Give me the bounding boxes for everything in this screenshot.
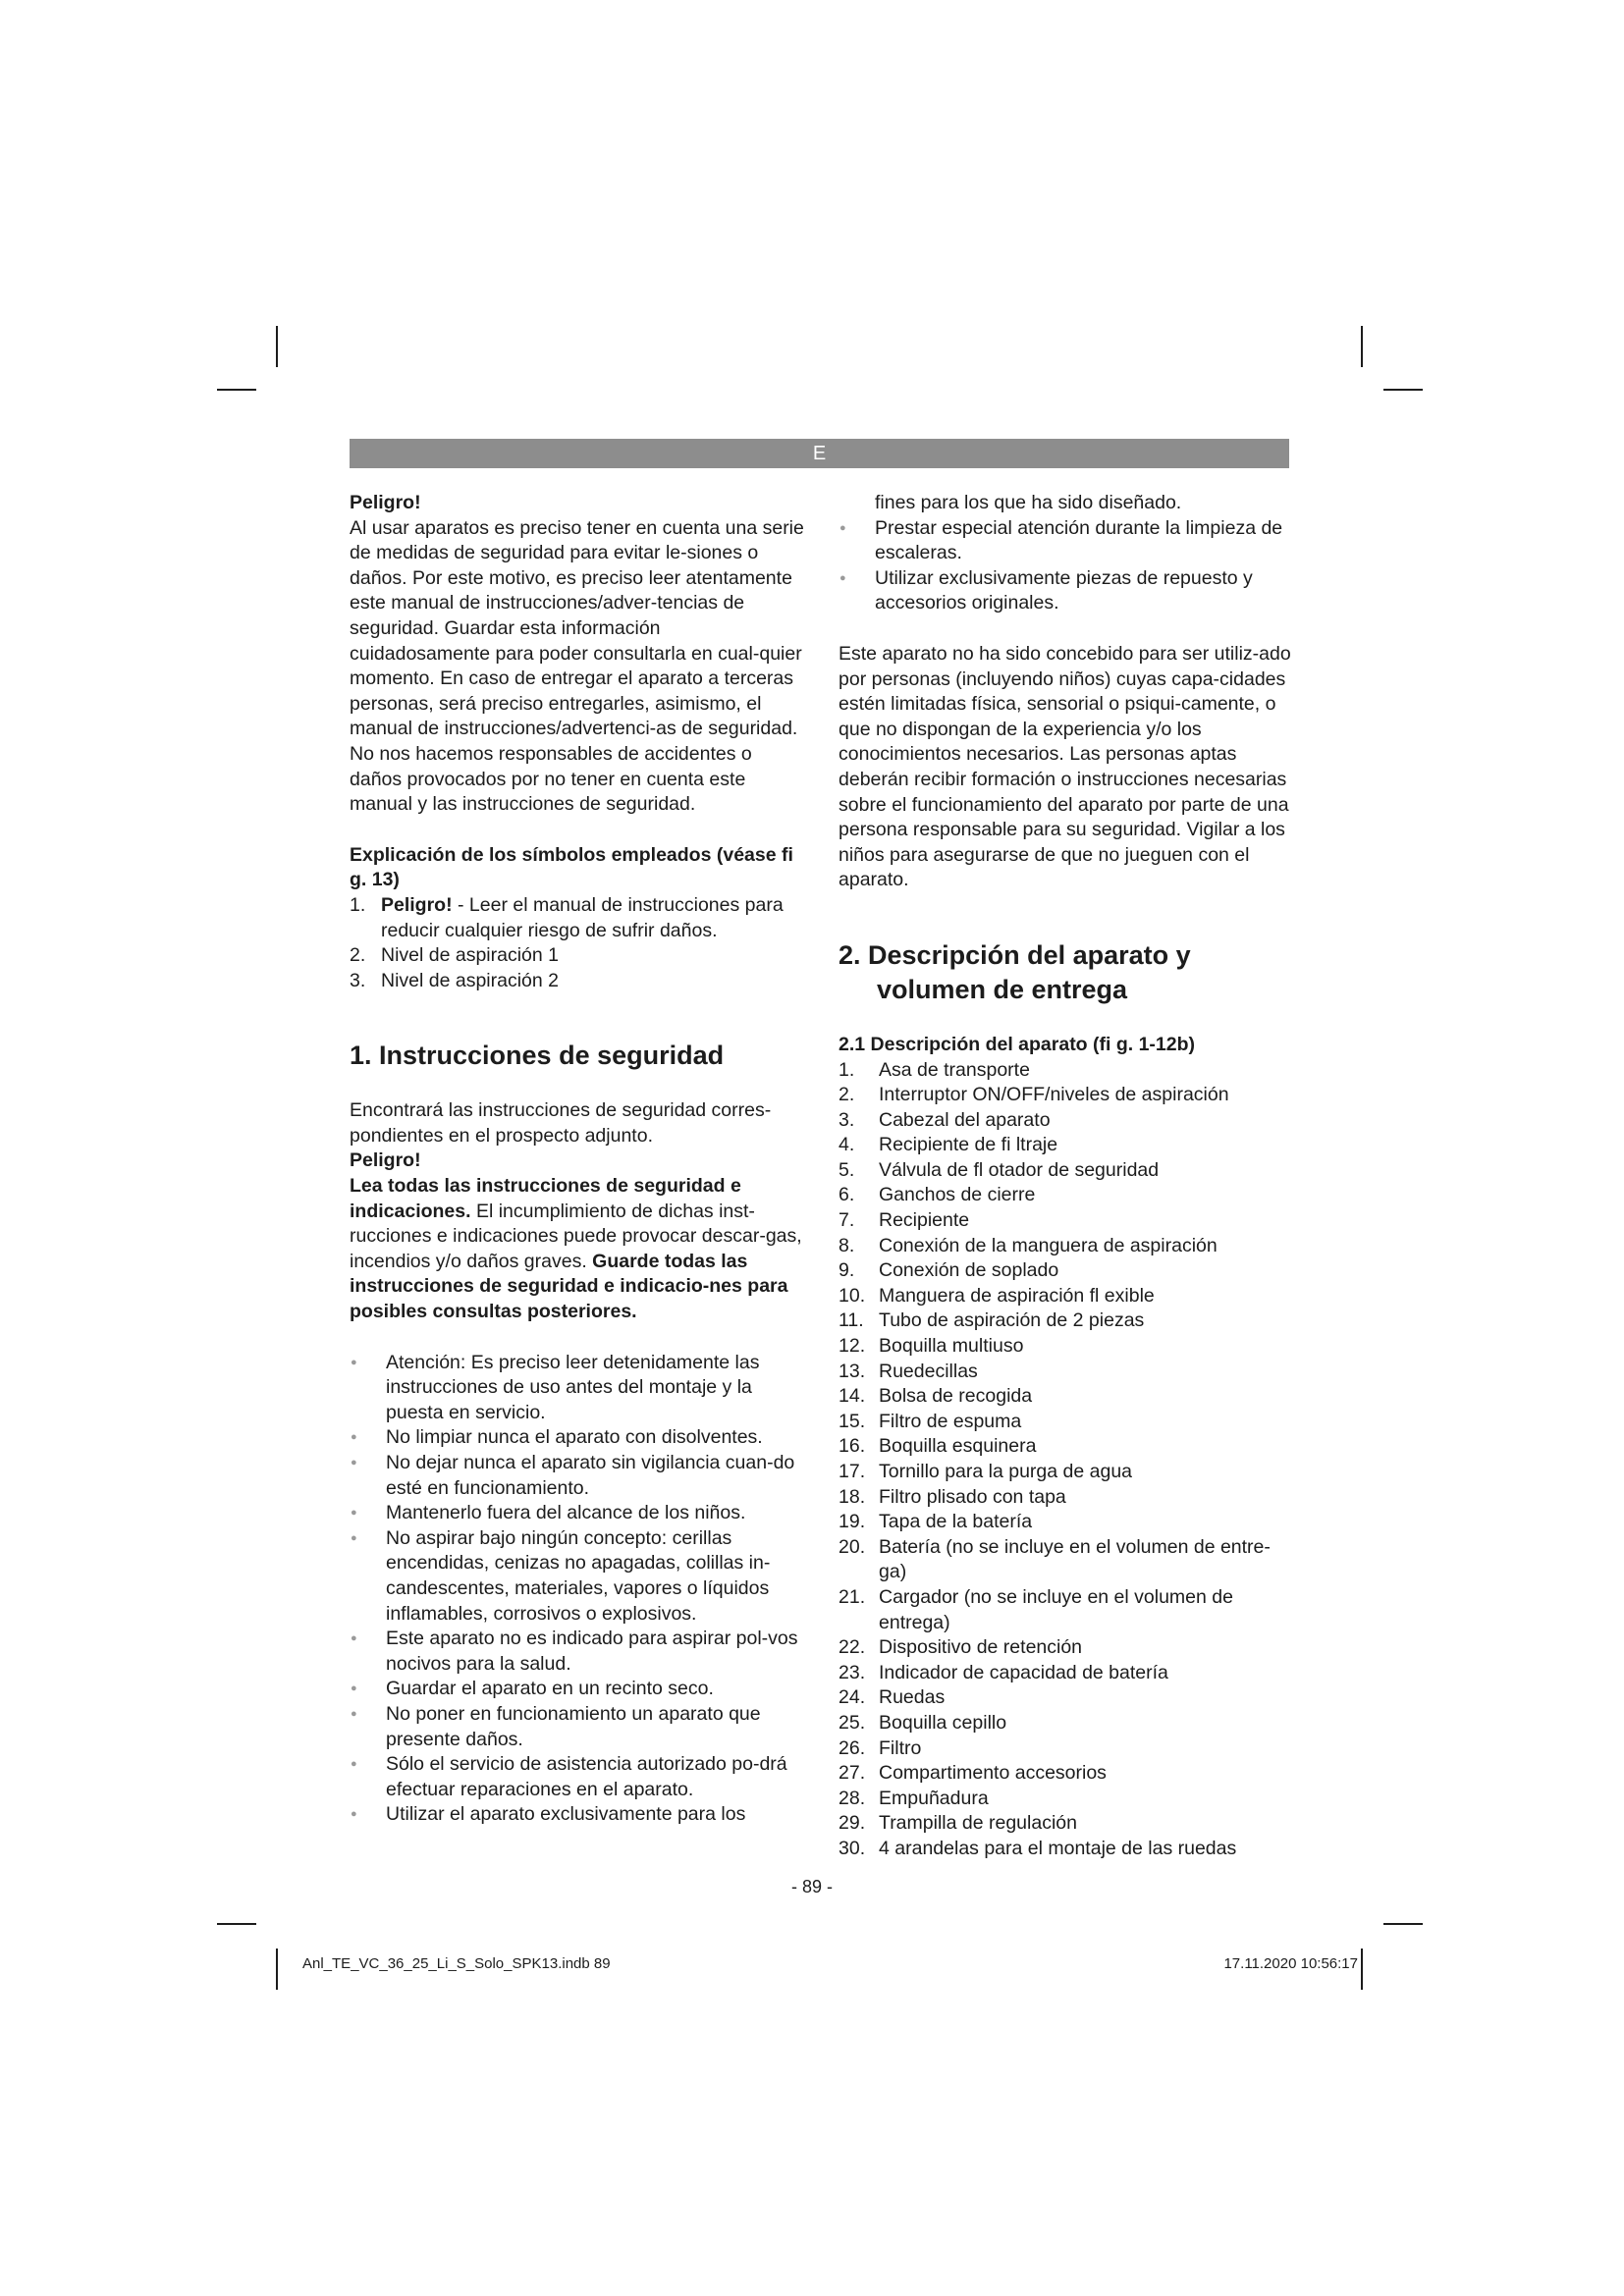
- part-item: 8. Conexión de la manguera de aspiración: [839, 1234, 1218, 1256]
- language-tag: E: [812, 443, 827, 464]
- parts-list: [839, 1058, 1292, 1862]
- part-item: 2. Interruptor ON/OFF/niveles de aspiración: [839, 1084, 1229, 1106]
- section-1-title: 1. Instrucciones de seguridad: [350, 1041, 725, 1071]
- part-item: 3. Cabezal del aparato: [839, 1108, 1051, 1131]
- symbol-item: 2. Nivel de aspiración 1: [350, 944, 560, 967]
- crop-mark-top-left-horizontal: [217, 389, 256, 391]
- part-item: 4. Recipiente de fi ltraje: [839, 1134, 1058, 1156]
- safety-bullet: ● No poner en funcionamiento un aparato que presente daños.: [350, 1702, 806, 1752]
- part-item: 12. Boquilla multiuso: [839, 1335, 1024, 1358]
- part-item: 28. Empuñadura: [839, 1787, 989, 1809]
- part-item: 5. Válvula de fl otador de seguridad: [839, 1158, 1160, 1181]
- crop-mark-top-right-vertical: [1361, 326, 1363, 367]
- safety-bullet: ● Este aparato no es indicado para aspirar pol-vos nocivos para la salud.: [350, 1627, 806, 1677]
- safety-bullet: ● No limpiar nunca el aparato con disolventes.: [350, 1425, 806, 1451]
- safety-bullet: ● Atención: Es preciso leer detenidamente las instrucciones de uso antes del montaje y la puesta en servicio.: [350, 1351, 806, 1426]
- print-file-slug: Anl_TE_VC_36_25_Li_S_Solo_SPK13.indb 89: [302, 1955, 611, 1972]
- part-item: 25. Boquilla cepillo: [839, 1711, 1007, 1734]
- subsection-2-1-title: 2.1 Descripción del aparato (fi g. 1-12b): [839, 1033, 1196, 1055]
- safety-bullet: ● Utilizar el aparato exclusivamente para los: [350, 1802, 806, 1828]
- part-item: 22. Dispositivo de retención: [839, 1636, 1083, 1659]
- left-column: [350, 491, 806, 1828]
- part-item: 13. Ruedecillas: [839, 1360, 978, 1382]
- part-item: 21. Cargador (no se incluye en el volumen de entrega): [839, 1585, 1233, 1633]
- section-1-danger: Peligro!: [350, 1149, 421, 1172]
- safety-bullet: ● Utilizar exclusivamente piezas de repuesto y accesorios originales.: [839, 566, 1292, 616]
- part-item: 7. Recipiente: [839, 1209, 970, 1232]
- safety-bullet: ● No dejar nunca el aparato sin vigilancia cuan-do esté en funcionamiento.: [350, 1451, 806, 1501]
- part-item: 18. Filtro plisado con tapa: [839, 1485, 1066, 1508]
- danger-title: Peligro!: [350, 492, 421, 513]
- crop-mark-top-left-vertical: [276, 326, 278, 367]
- crop-mark-top-right-horizontal: [1383, 389, 1423, 391]
- part-item: 10. Manguera de aspiración fl exible: [839, 1284, 1155, 1307]
- safety-bullet: ● Sólo el servicio de asistencia autorizado po-drá efectuar reparaciones en el aparato.: [350, 1752, 806, 1802]
- part-item: 11. Tubo de aspiración de 2 piezas: [839, 1309, 1145, 1332]
- part-item: 1. Asa de transporte: [839, 1058, 1030, 1081]
- part-item: 16. Boquilla esquinera: [839, 1435, 1037, 1458]
- safety-bullet: ● Guardar el aparato en un recinto seco.: [350, 1677, 806, 1702]
- continued-bullet-text: fines para los que ha sido diseñado.: [875, 492, 1182, 513]
- part-item: 15. Filtro de espuma: [839, 1410, 1022, 1432]
- crop-mark-bottom-right-horizontal: [1383, 1923, 1423, 1925]
- safety-bullet: ● No aspirar bajo ningún concepto: cerillas encendidas, cenizas no apagadas, colillas in-candescentes, materiales, vapores o líquidos inflamables, corrosivos o explosivos.: [350, 1526, 806, 1627]
- part-item: 29. Trampilla de regulación: [839, 1812, 1077, 1835]
- part-item: 26. Filtro: [839, 1736, 922, 1759]
- danger-paragraph: Al usar aparatos es preciso tener en cuenta una serie de medidas de seguridad para evitar le-siones o daños. Por este motivo, es preciso leer atentamente este manual de instrucciones/adver-tencias de seguridad. Guardar esta información cuidadosamente para poder consultarla en cual-quier momento. En caso de entregar el aparato a terceras personas, será preciso entregarles, asimismo, el manual de instrucciones/advertenci-as de seguridad. No nos hacemos responsables de accidentes o daños provocados por no tener en cuenta este manual y las instrucciones de seguridad.: [350, 516, 804, 816]
- symbols-title: Explicación de los símbolos empleados (véase fi g. 13): [350, 843, 793, 891]
- part-item: 20. Batería (no se incluye en el volumen de entre-ga): [839, 1535, 1271, 1583]
- crop-mark-bottom-left-vertical: [276, 1949, 278, 1990]
- part-item: 9. Conexión de soplado: [839, 1259, 1059, 1282]
- part-item: 30. 4 arandelas para el montaje de las ruedas: [839, 1837, 1237, 1859]
- section-1-warning-paragraph: Lea todas las instrucciones de seguridad e indicaciones. El incumplimiento de dichas inst-rucciones e indicaciones puede provocar descar-gas, incendios y/o daños graves. Guarde todas las instrucciones de seguridad e indicacio-nes para posibles consultas posteriores.: [350, 1175, 802, 1323]
- part-item: 27. Compartimento accesorios: [839, 1762, 1107, 1785]
- crop-mark-bottom-left-horizontal: [217, 1923, 256, 1925]
- symbols-list: [350, 893, 806, 993]
- language-header-bar: [350, 439, 1289, 468]
- section-2-title: 2. Descripción del aparato y volumen de entrega: [839, 939, 1191, 1004]
- part-item: 23. Indicador de capacidad de batería: [839, 1661, 1168, 1683]
- part-item: 24. Ruedas: [839, 1686, 946, 1709]
- page-number: - 89 -: [790, 1877, 833, 1896]
- safety-bullet-list: [350, 1351, 806, 1828]
- right-column: [839, 491, 1292, 1862]
- section-1-intro: Encontrará las instrucciones de seguridad corres-pondientes en el prospecto adjunto.: [350, 1099, 772, 1147]
- symbol-item: 3. Nivel de aspiración 2: [350, 969, 560, 991]
- print-timestamp: 17.11.2020 10:56:17: [1223, 1955, 1358, 1972]
- safety-bullet: ● Mantenerlo fuera del alcance de los niños.: [350, 1501, 806, 1526]
- part-item: 17. Tornillo para la purga de agua: [839, 1461, 1133, 1482]
- safety-bullet: ● Prestar especial atención durante la limpieza de escaleras.: [839, 516, 1292, 566]
- symbol-item: 1. Peligro! - Leer el manual de instrucciones para reducir cualquier riesgo de sufrir daños.: [350, 893, 784, 941]
- usage-restriction-paragraph: Este aparato no ha sido concebido para ser utiliz-ado por personas (incluyendo niños) cuyas capa-cidades estén limitadas física, sensorial o psiqui-camente, o que no dispongan de la experiencia y/o los conocimientos necesarios. Las personas aptas deberán recibir formación o instrucciones necesarias sobre el funcionamiento del aparato por parte de una persona responsable para su seguridad. Vigilar a los niños para asegurarse de que no jueguen con el aparato.: [839, 642, 1291, 891]
- crop-mark-bottom-right-vertical: [1361, 1949, 1363, 1990]
- part-item: 19. Tapa de la batería: [839, 1511, 1033, 1533]
- part-item: 14. Bolsa de recogida: [839, 1385, 1033, 1408]
- part-item: 6. Ganchos de cierre: [839, 1184, 1036, 1206]
- safety-bullet-list-continued: [839, 516, 1292, 616]
